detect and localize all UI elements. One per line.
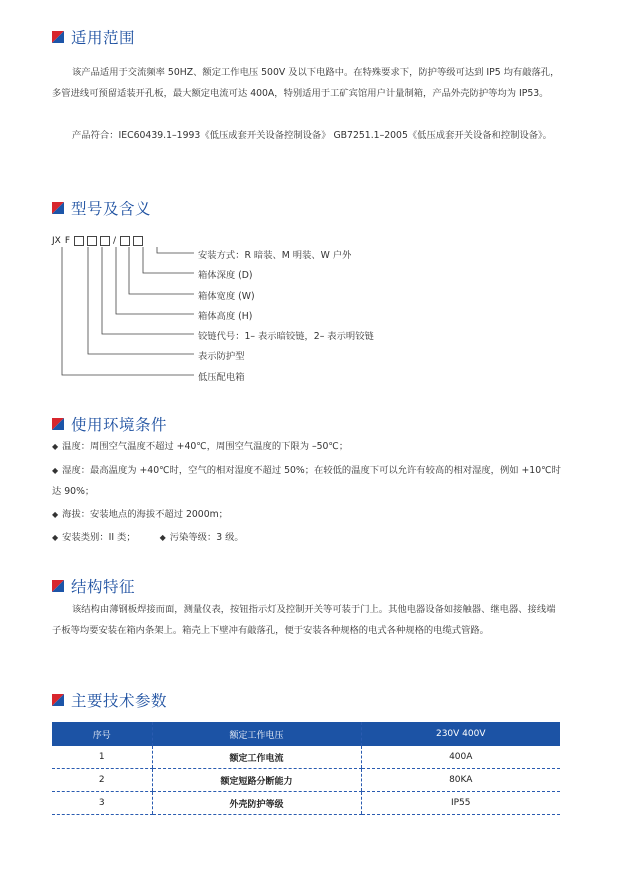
env-heading [52,413,167,435]
params-table [52,722,560,815]
row-no: 1 [52,746,152,769]
env-title: 使用环境条件 [71,416,168,434]
row-name: 外壳防护等级 [152,792,361,815]
scope-text-1: 该产品适用于交流频率 50HZ、额定工作电压 500V 及以下电路中。在特殊要求下，防护等级可达到 IP5 均有敲落孔，多管进线可预留适装开孔板，最大额定电流可达 400A，特别适用于工矿宾馆用户计量制箱，产品外壳防护等均为 IP53。 [52,67,560,99]
model-desc-box: 低压配电箱 [198,372,245,383]
diamond-bullet-icon: ◆ [52,510,59,519]
model-desc-depth: 箱体深度 (D) [198,270,253,281]
section-mark-icon [52,580,64,592]
model-desc-protection: 表示防护型 [198,351,245,362]
table-row [52,792,560,815]
header-no: 序号 [52,722,152,746]
params-title: 主要技术参数 [71,692,168,710]
section-mark-icon [52,694,64,706]
diamond-bullet-icon: ◆ [52,442,59,451]
model-title: 型号及含义 [71,200,152,218]
env-item-text: 污染等级：3 级。 [169,532,244,543]
header-name: 额定工作电压 [152,722,361,746]
table-row [52,769,560,792]
env-item-text: 海拔：安装地点的海拔不超过 2000m； [62,509,228,520]
section-mark-icon [52,418,64,430]
env-item [52,436,567,457]
diamond-bullet-icon: ◆ [159,533,166,542]
structure-paragraph [52,599,562,641]
row-name: 额定短路分断能力 [152,769,361,792]
row-no: 3 [52,792,152,815]
diamond-bullet-icon: ◆ [52,533,59,542]
scope-title: 适用范围 [71,29,136,47]
params-heading [52,689,167,711]
env-item-text: 安装类别：II 类； [62,532,136,543]
table-header-row [52,722,560,746]
env-item [52,504,567,525]
row-name: 额定工作电流 [152,746,361,769]
env-item-text: 湿度：最高温度为 +40℃时，空气的相对湿度不超过 50%；在较低的温度下可以允许有较高的相对湿度，例如 +10℃时达 90%； [52,465,561,497]
env-item-text: 温度：周围空气温度不超过 +40℃，周围空气温度的下限为 –50℃； [62,441,349,452]
structure-text: 该结构由薄钢板焊接而面，测量仪表，按钮指示灯及控制开关等可装于门上。其他电器设备如接触器、继电器、接线端子板等均要安装在箱内条架上。箱壳上下壁冲有敲落孔，便于安装各种规格的电式各种规格的电缆式管路。 [52,604,556,636]
row-value: IP55 [361,792,560,815]
structure-heading [52,575,135,597]
row-no: 2 [52,769,152,792]
table-row [52,746,560,769]
scope-text-2: 产品符合：IEC60439.1–1993《低压成套开关设备控制设备》 GB7251.1–2005《低压成套开关设备和控制设备》。 [72,130,552,141]
model-desc-install: 安装方式：R 暗装、M 明装、W 户外 [198,250,352,261]
env-item [52,460,567,502]
model-desc-hinge: 铰链代号：1– 表示暗铰链，2– 表示明铰链 [198,331,374,342]
structure-title: 结构特征 [71,578,136,596]
row-value: 80KA [361,769,560,792]
diamond-bullet-icon: ◆ [52,466,59,475]
env-item-row [52,527,567,548]
model-desc-width: 箱体宽度 (W) [198,291,255,302]
row-value: 400A [361,746,560,769]
model-desc-height: 箱体高度 (H) [198,311,253,322]
header-value: 230V 400V [361,722,560,746]
model-code-f: F [64,236,71,246]
model-code-slash: / [113,236,117,246]
model-code-prefix: JX [52,236,61,246]
